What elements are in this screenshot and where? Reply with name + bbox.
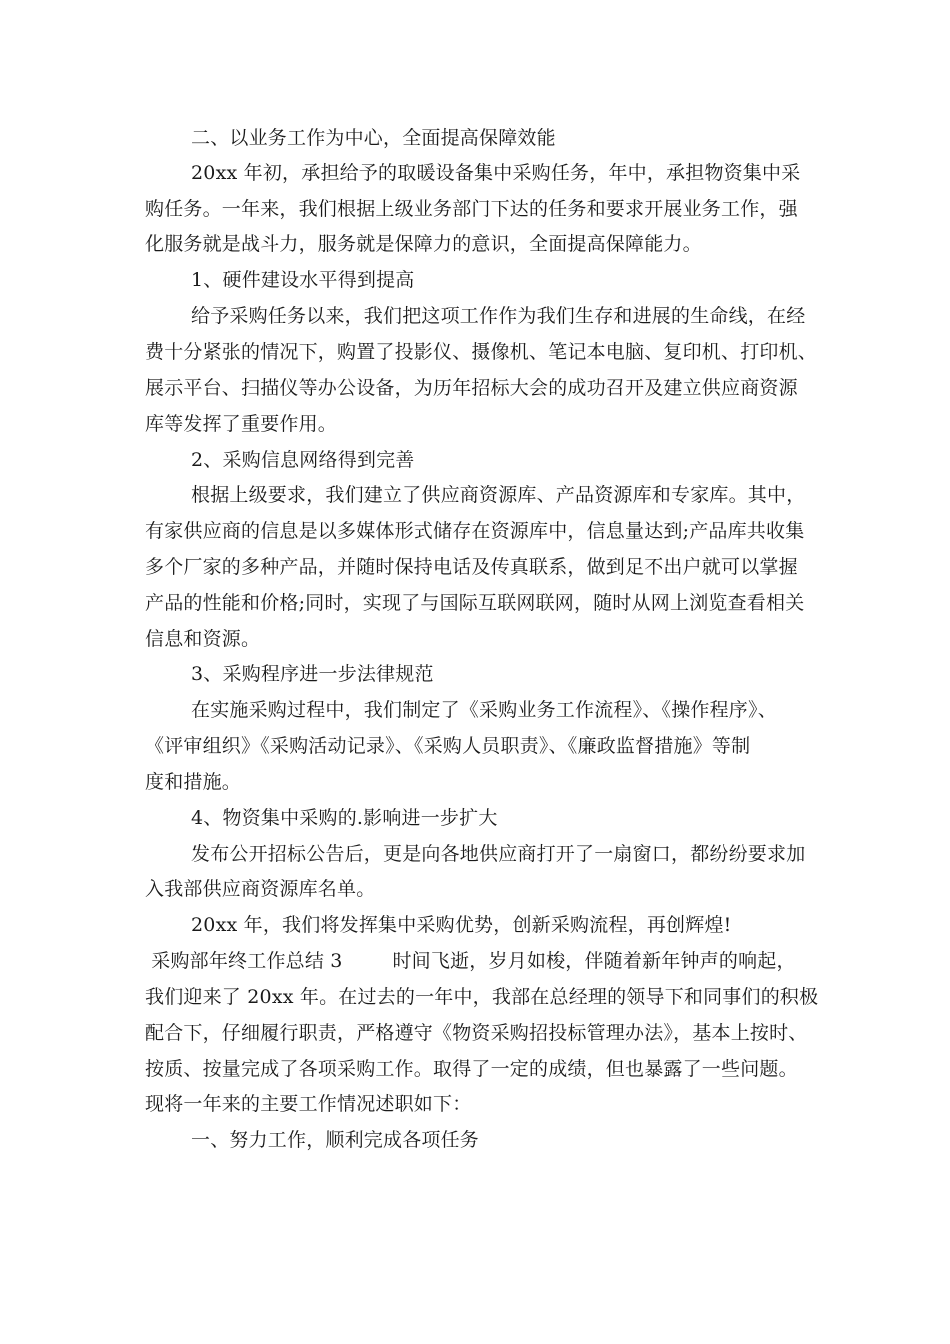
paragraph-line: 在实施采购过程中，我们制定了《采购业务工作流程》、《操作程序》、 xyxy=(191,699,777,721)
paragraph-line: 入我部供应商资源库名单。 xyxy=(145,878,376,900)
section-heading: 二、以业务工作为中心，全面提高保障效能 xyxy=(191,127,556,149)
paragraph-line: 多个厂家的多种产品，并随时保持电话及传真联系，做到足不出户就可以掌握 xyxy=(145,556,798,578)
section-heading: 一、努力工作，顺利完成各项任务 xyxy=(191,1129,480,1151)
paragraph-line: 化服务就是战斗力，服务就是保障力的意识，全面提高保障能力。 xyxy=(145,233,702,255)
subsection-heading: 3、采购程序进一步法律规范 xyxy=(191,663,434,685)
paragraph-line: 库等发挥了重要作用。 xyxy=(145,413,338,435)
summary-title-line: 采购部年终工作总结 3 时间飞逝，岁月如梭，伴随着新年钟声的响起， xyxy=(145,950,796,972)
paragraph-line: 根据上级要求，我们建立了供应商资源库、产品资源库和专家库。其中， xyxy=(191,484,806,506)
paragraph-line: 20xx 年，我们将发挥集中采购优势，创新采购流程，再创辉煌! xyxy=(191,914,732,936)
paragraph-line: 度和措施。 xyxy=(145,771,242,793)
subsection-heading: 2、采购信息网络得到完善 xyxy=(191,449,415,471)
paragraph-line: 有家供应商的信息是以多媒体形式储存在资源库中，信息量达到;产品库共收集 xyxy=(145,520,805,542)
subsection-heading: 4、物资集中采购的.影响进一步扩大 xyxy=(191,807,498,829)
subsection-heading: 1、硬件建设水平得到提高 xyxy=(191,269,415,291)
paragraph-line: 产品的性能和价格;同时，实现了与国际互联网联网，随时从网上浏览查看相关 xyxy=(145,592,805,614)
paragraph-line: 配合下，仔细履行职责，严格遵守《物资采购招投标管理办法》，基本上按时、 xyxy=(145,1022,808,1044)
paragraph-line: 我们迎来了 20xx 年。在过去的一年中，我部在总经理的领导下和同事们的积极 xyxy=(145,986,819,1008)
paragraph-line: 费十分紧张的情况下，购置了投影仪、摄像机、笔记本电脑、复印机、打印机、 xyxy=(145,341,818,363)
paragraph-line: 按质、按量完成了各项采购工作。取得了一定的成绩，但也暴露了一些问题。 xyxy=(145,1058,798,1080)
paragraph-line: 展示平台、扫描仪等办公设备，为历年招标大会的成功召开及建立供应商资源 xyxy=(145,377,798,399)
paragraph-line: 《评审组织》《采购活动记录》、《采购人员职责》、《廉政监督措施》等制 xyxy=(145,735,751,757)
paragraph-line: 给予采购任务以来，我们把这项工作作为我们生存和进展的生命线，在经 xyxy=(191,305,806,327)
paragraph-line: 购任务。一年来，我们根据上级业务部门下达的任务和要求开展业务工作，强 xyxy=(145,198,798,220)
paragraph-line: 20xx 年初，承担给予的取暖设备集中采购任务，年中，承担物资集中采 xyxy=(191,162,801,184)
paragraph-line: 发布公开招标公告后，更是向各地供应商打开了一扇窗口，都纷纷要求加 xyxy=(191,843,806,865)
paragraph-line: 信息和资源。 xyxy=(145,628,261,650)
paragraph-line: 现将一年来的主要工作情况述职如下： xyxy=(145,1093,472,1115)
